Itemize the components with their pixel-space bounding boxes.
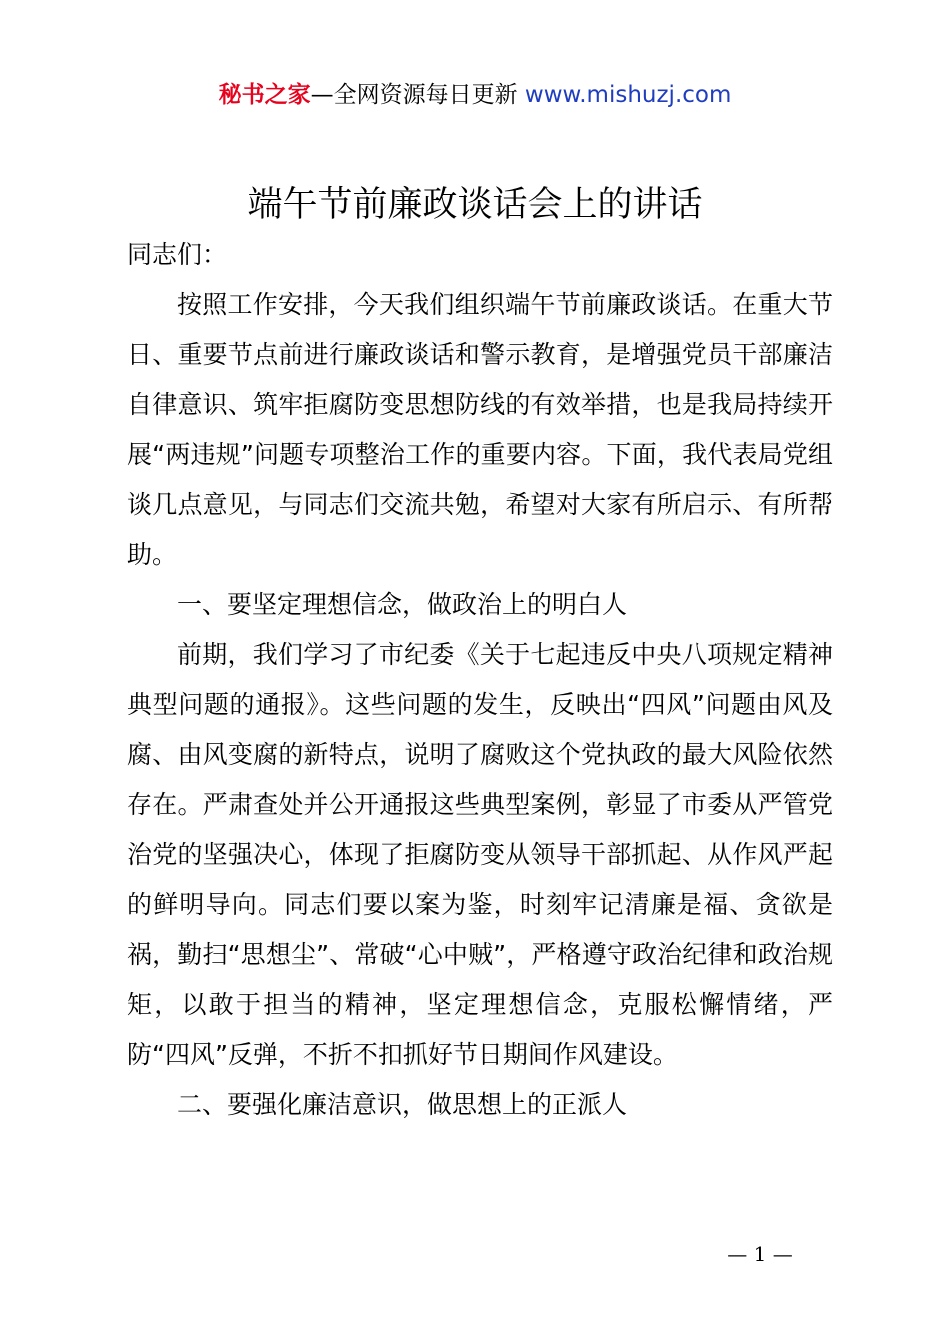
header-url-link[interactable]: www.mishuzj.com <box>524 82 732 108</box>
document-body <box>127 230 833 1130</box>
paragraph-section-1: 前期，我们学习了市纪委《关于七起违反中央八项规定精神典型问题的通报》。这些问题的发生，反映出“四风”问题由风及腐、由风变腐的新特点，说明了腐败这个党执政的最大风险依然存在。严肃查处并公开通报这些典型案例，彰显了市委从严管党治党的坚强决心，体现了拒腐防变从领导干部抓起、从作风严起的鲜明导向。同志们要以案为鉴，时刻牢记清廉是福、贪欲是祸，勤扫“思想尘”、常破“心中贼”，严格遵守政治纪律和政治规矩，以敢于担当的精神，坚定理想信念，克服松懈情绪，严防“四风”反弹，不折不扣抓好节日期间作风建设。 <box>127 640 833 1069</box>
header-banner <box>0 80 950 110</box>
section-heading-2: 二、要强化廉洁意识，做思想上的正派人 <box>177 1090 628 1119</box>
document-title: 端午节前廉政谈话会上的讲话 <box>247 185 703 225</box>
paragraph-intro: 按照工作安排，今天我们组织端午节前廉政谈话。在重大节日、重要节点前进行廉政谈话和警示教育，是增强党员干部廉洁自律意识、筑牢拒腐防变思想防线的有效举措，也是我局持续开展“两违规”问题专项整治工作的重要内容。下面，我代表局党组谈几点意见，与同志们交流共勉，希望对大家有所启示、有所帮助。 <box>127 290 833 569</box>
page-number: — 1 — <box>727 1242 793 1266</box>
salutation: 同志们： <box>127 240 228 269</box>
header-slogan: —全网资源每日更新 <box>310 82 525 108</box>
section-heading-1: 一、要坚定理想信念，做政治上的明白人 <box>177 590 628 619</box>
brand-name: 秘书之家 <box>218 82 311 108</box>
